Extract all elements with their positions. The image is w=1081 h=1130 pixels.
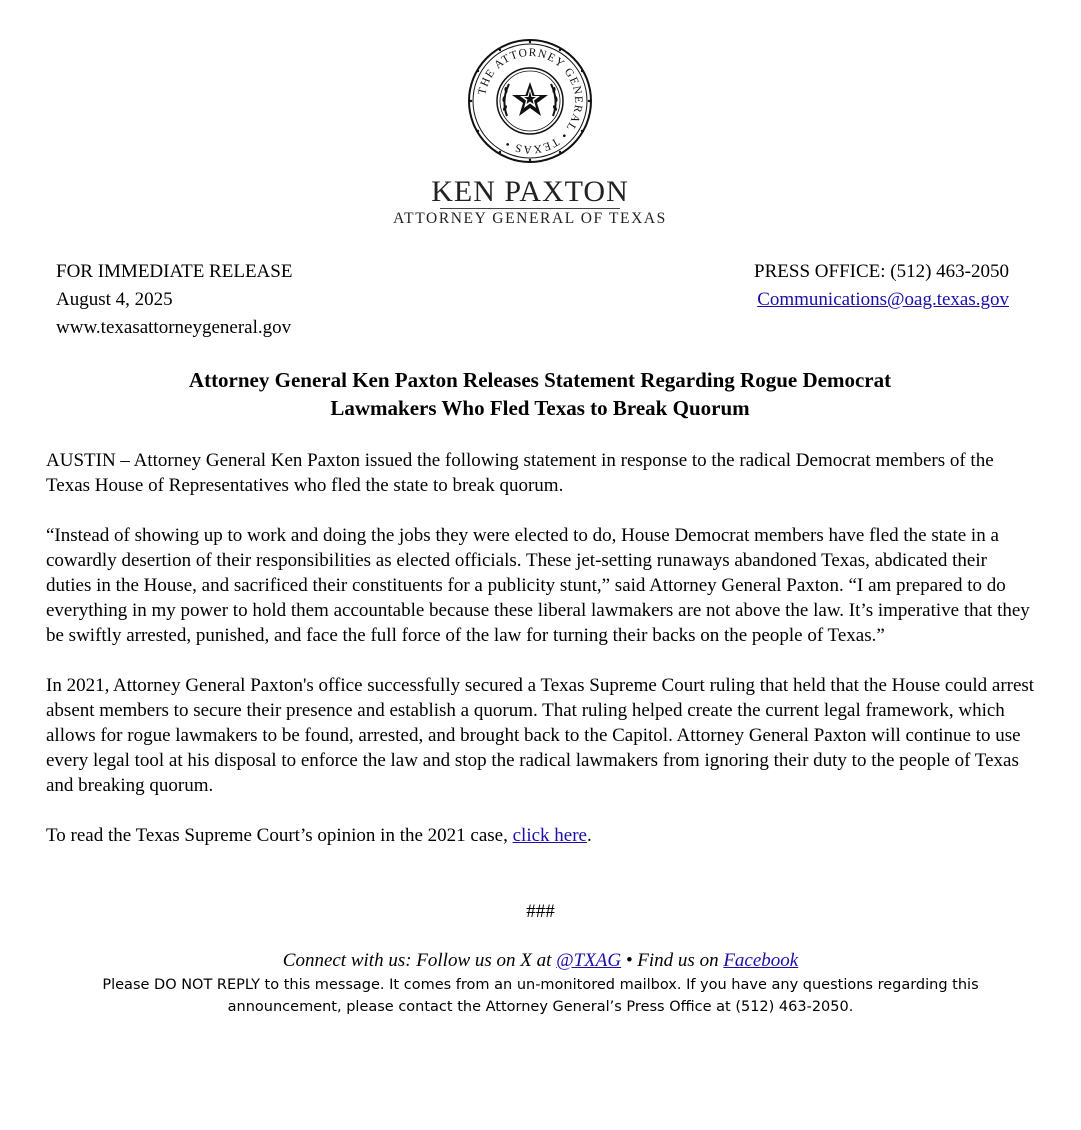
letterhead-divider xyxy=(440,208,620,209)
body-paragraph-3: In 2021, Attorney General Paxton's office successfully secured a Texas Supreme Court ruling that held that the House could arrest absent members to secure their presence and establish a quorum. That ruling helped create the current legal framework, which allows for rogue lawmakers to be found, arrested, and brought back to the Capitol. Attorney General Paxton will continue to use every legal tool at his disposal to enforce the law and stop the radical lawmakers from ignoring their duty to the people of Texas and breaking quorum. xyxy=(46,675,1035,796)
x-handle-link[interactable]: @TXAG xyxy=(556,950,622,971)
press-office-phone: PRESS OFFICE: (512) 463-2050 xyxy=(754,261,1009,282)
release-label: FOR IMMEDIATE RELEASE xyxy=(56,261,293,282)
opinion-suffix: . xyxy=(587,825,592,846)
opinion-text: To read the Texas Supreme Court’s opinion in the 2021 case, xyxy=(46,825,513,846)
facebook-link[interactable]: Facebook xyxy=(723,950,799,971)
release-website: www.texasattorneygeneral.gov xyxy=(56,317,292,338)
press-release-body xyxy=(46,448,1036,873)
no-reply-disclaimer xyxy=(80,974,1001,1018)
connect-middle: • Find us on xyxy=(621,950,724,971)
disclaimer-line-2: announcement, please contact the Attorney General’s Press Office at (512) 463-2050. xyxy=(227,999,854,1015)
press-office-email-link[interactable]: Communications@oag.texas.gov xyxy=(757,289,1009,310)
press-release-headline xyxy=(60,366,1020,422)
attorney-general-title: ATTORNEY GENERAL OF TEXAS xyxy=(393,210,667,227)
click-here-link[interactable]: click here xyxy=(512,825,587,846)
attorney-general-name: KEN PAXTON xyxy=(431,175,629,208)
body-paragraph-1: AUSTIN – Attorney General Ken Paxton issued the following statement in response to the radical Democrat members of the Texas House of Representatives who fled the state to break quorum. xyxy=(46,450,994,496)
svg-text:THE ATTORNEY GENERAL • TEXAS •: THE ATTORNEY GENERAL • TEXAS • xyxy=(476,46,585,156)
body-paragraph-4 xyxy=(46,823,1036,848)
disclaimer-line-1: Please DO NOT REPLY to this message. It comes from an un-monitored mailbox. If you have any questions regarding this xyxy=(102,977,979,993)
attorney-general-seal xyxy=(467,38,593,164)
headline-line-1: Attorney General Ken Paxton Releases Statement Regarding Rogue Democrat xyxy=(188,368,892,392)
headline-line-2: Lawmakers Who Fled Texas to Break Quorum xyxy=(330,396,750,420)
connect-prefix: Connect with us: Follow us on X at xyxy=(282,950,557,971)
seal-graphic xyxy=(467,38,593,164)
letterhead xyxy=(380,38,680,238)
end-marker: ### xyxy=(526,901,555,922)
press-office-info xyxy=(754,258,1009,314)
body-paragraph-2: “Instead of showing up to work and doing the jobs they were elected to do, House Democrat members have fled the state in a cowardly desertion of their responsibilities as elected officials. These jet-setting runaways abandoned Texas, abdicated their duties in the House, and sacrificed their constituents for a publicity stunt,” said Attorney General Paxton. “I am prepared to do everything in my power to hold them accountable because these liberal lawmakers are not above the law. It’s imperative that they be swiftly arrested, punished, and face the full force of the law for turning their backs on the people of Texas.” xyxy=(46,525,1030,646)
release-date: August 4, 2025 xyxy=(56,289,173,310)
release-info xyxy=(56,258,292,342)
social-connect xyxy=(0,950,1081,972)
